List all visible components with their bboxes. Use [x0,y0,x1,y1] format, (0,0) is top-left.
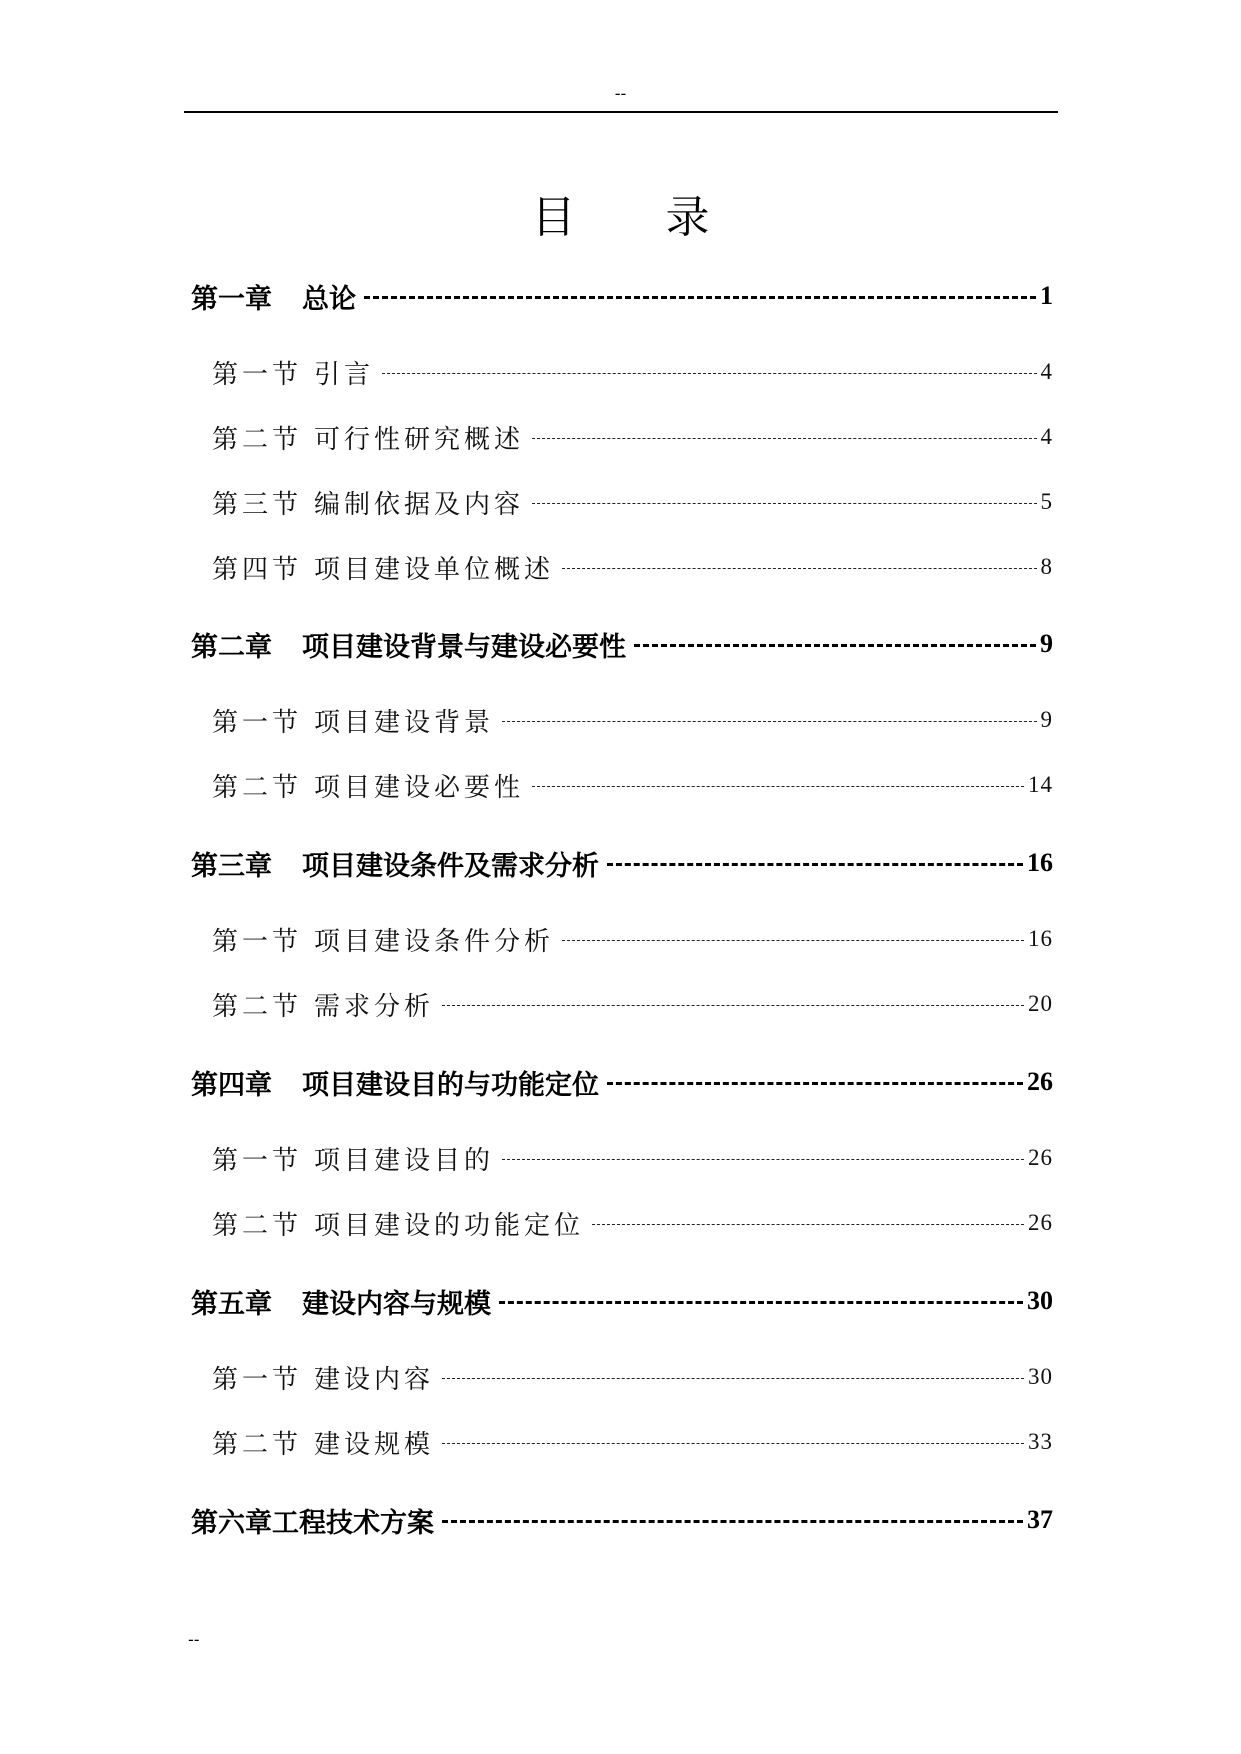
toc-page-number: 33 [1028,1429,1053,1454]
toc-page-number: 26 [1028,1145,1053,1170]
toc-label [212,1140,494,1177]
toc-title: 项目建设目的与功能定位 [302,1069,599,1101]
toc-page-number: 20 [1028,991,1053,1016]
toc-number: 第五章 [191,1288,272,1320]
toc-page-number: 30 [1027,1286,1053,1315]
toc-title: 工程技术方案 [272,1507,434,1539]
toc-page-number: 9 [1040,707,1053,732]
toc-number: 第三章 [191,850,272,882]
toc-label [191,625,626,664]
toc-number: 第二章 [191,631,272,663]
toc-leader [442,1005,1024,1006]
toc-section-1-1[interactable] [212,354,1053,390]
toc-title: 项目建设的功能定位 [314,1210,585,1241]
toc-page-number: 5 [1040,489,1053,514]
toc-section-5-1[interactable] [212,1359,1053,1395]
toc-leader [607,863,1023,866]
toc-page-number: 37 [1027,1505,1053,1534]
toc-leader [634,644,1036,647]
toc-title: 编制依据及内容 [314,489,525,520]
toc-title: 总论 [302,283,356,315]
toc-chapter-2[interactable] [191,624,1053,664]
page-title: 目 录 [531,192,748,243]
toc-leader [442,1378,1024,1379]
toc-page-number: 4 [1040,424,1053,449]
toc-number: 第二节 [212,991,303,1022]
toc-number: 第一节 [212,707,303,738]
toc-label [212,549,554,586]
toc-number: 第三节 [212,489,303,520]
toc-leader [364,296,1036,299]
toc-label [212,702,494,739]
toc-page-number: 9 [1040,629,1053,658]
toc-section-2-1[interactable] [212,702,1053,738]
toc-leader [532,786,1024,787]
toc-chapter-3[interactable] [191,843,1053,883]
toc-label [191,1282,491,1321]
toc-label [191,277,356,316]
toc-chapter-1[interactable] [191,276,1053,316]
toc-page-number: 16 [1028,926,1053,951]
toc-page-number: 8 [1040,554,1053,579]
toc-section-4-1[interactable] [212,1140,1053,1176]
toc-title: 项目建设单位概述 [314,554,555,585]
toc-leader [562,940,1024,941]
toc-title: 项目建设背景 [314,707,495,738]
toc-section-4-2[interactable] [212,1205,1053,1241]
toc-leader [502,1159,1024,1160]
toc-label [212,1359,434,1396]
toc-number: 第一章 [191,283,272,315]
toc-leader [499,1301,1023,1304]
toc-title: 项目建设目的 [314,1145,495,1176]
toc-number: 第二节 [212,772,303,803]
toc-page-number: 4 [1040,359,1053,384]
toc-leader [442,1443,1024,1444]
toc-number: 第一节 [212,926,303,957]
toc-page-number: 30 [1028,1364,1053,1389]
footer-mark: -- [188,1630,200,1649]
toc-section-2-2[interactable] [212,767,1053,803]
toc-title: 项目建设条件分析 [314,926,555,957]
toc-title: 可行性研究概述 [314,424,525,455]
toc-leader [532,438,1036,439]
toc-chapter-6[interactable] [191,1500,1053,1540]
toc-page-number: 1 [1040,281,1053,310]
toc-number: 第二节 [212,1210,303,1241]
toc-label [212,921,554,958]
header-rule [184,111,1058,113]
toc-section-1-2[interactable] [212,419,1053,455]
toc-section-3-2[interactable] [212,986,1053,1022]
toc-title: 项目建设条件及需求分析 [302,850,599,882]
toc-title: 需求分析 [314,991,435,1022]
toc-number: 第一节 [212,1364,303,1395]
toc-section-1-3[interactable] [212,484,1053,520]
toc-page-number: 26 [1027,1067,1053,1096]
toc-label [212,484,524,521]
toc-number: 第四章 [191,1069,272,1101]
toc-section-3-1[interactable] [212,921,1053,957]
toc-leader [562,568,1036,569]
toc-label [212,986,434,1023]
toc-label [191,1063,599,1102]
toc-leader [532,503,1036,504]
header-mark: -- [614,84,627,103]
toc-label [191,844,599,883]
toc-number: 第六章 [191,1507,272,1539]
toc-label [212,354,374,391]
toc-leader [502,721,1036,722]
toc-section-1-4[interactable] [212,549,1053,585]
toc-label [212,767,524,804]
toc-number: 第二节 [212,424,303,455]
toc-label [212,419,524,456]
toc-leader [382,373,1036,374]
toc-title: 引言 [314,359,375,390]
toc-number: 第四节 [212,554,303,585]
toc-label [212,1424,434,1461]
toc-title: 项目建设必要性 [314,772,525,803]
toc-page-number: 16 [1027,848,1053,877]
toc-label [212,1205,584,1242]
toc-number: 第一节 [212,359,303,390]
toc-title: 建设规模 [314,1429,435,1460]
toc-leader [592,1224,1024,1225]
toc-number: 第二节 [212,1429,303,1460]
toc-title: 建设内容 [314,1364,435,1395]
toc-label [191,1501,434,1540]
toc-leader [442,1520,1023,1523]
toc-number: 第一节 [212,1145,303,1176]
toc-page-number: 14 [1028,772,1053,797]
toc-leader [607,1082,1023,1085]
toc-chapter-5[interactable] [191,1281,1053,1321]
toc-title: 建设内容与规模 [302,1288,491,1320]
toc-chapter-4[interactable] [191,1062,1053,1102]
toc-page-number: 26 [1028,1210,1053,1235]
toc-section-5-2[interactable] [212,1424,1053,1460]
toc-title: 项目建设背景与建设必要性 [302,631,626,663]
